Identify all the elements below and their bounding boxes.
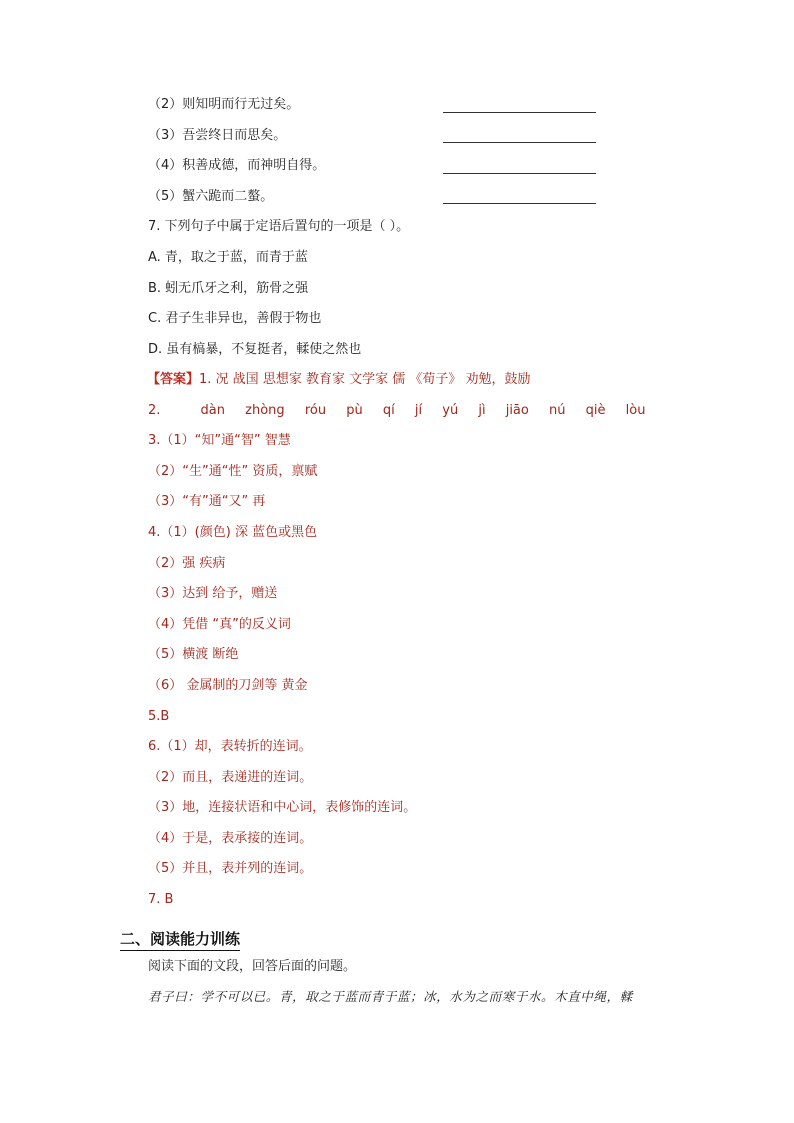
answer-2-pinyin xyxy=(148,402,661,420)
answer-1: 1. 况 战国 思想家 教育家 文学家 儒 《荀子》 劝勉，鼓励 xyxy=(199,372,531,387)
question-7-option-d: D. 虽有槁暴，不复挺者，輮使之然也 xyxy=(148,342,362,357)
pinyin-item: yú xyxy=(442,403,459,418)
answer-4-2: （2）强 疾病 xyxy=(148,556,226,571)
question-7-option-c: C. 君子生非异也，善假于物也 xyxy=(148,311,322,326)
pinyin-item: lòu xyxy=(625,403,646,418)
answer-6-3: （3）地，连接状语和中心词，表修饰的连词。 xyxy=(148,800,417,815)
answer-6-5: （5）并且，表并列的连词。 xyxy=(148,861,313,876)
section-2-title: 二、阅读能力训练 xyxy=(120,928,240,951)
pinyin-item: pù xyxy=(346,403,363,418)
classical-passage: 君子曰：学不可以已。青，取之于蓝而青于蓝；冰，水为之而寒于水。木直中绳，輮 xyxy=(148,989,633,1004)
answer-blank[interactable] xyxy=(443,173,596,174)
answer-4-1: 4.（1）(颜色) 深 蓝色或黑色 xyxy=(148,525,318,540)
answer-1-line xyxy=(147,371,530,389)
question-7-stem: 7. 下列句子中属于定语后置句的一项是（ ）。 xyxy=(148,219,410,234)
answer-6-4: （4）于是，表承接的连词。 xyxy=(148,831,313,846)
pinyin-item: róu xyxy=(304,403,327,418)
question-6-2: （2）则知明而行无过矣。 xyxy=(148,97,300,112)
answer-4-4: （4）凭借 “真”的反义词 xyxy=(148,617,291,632)
answer-blank[interactable] xyxy=(443,112,596,113)
pinyin-item: dàn xyxy=(200,403,226,418)
answer-3-3: （3）“有”通“又” 再 xyxy=(148,494,266,509)
answer-blank[interactable] xyxy=(443,142,596,143)
answer-4-6: （6） 金属制的刀剑等 黄金 xyxy=(148,678,308,693)
question-6-4: （4）积善成德，而神明自得。 xyxy=(148,158,326,173)
pinyin-item: qiè xyxy=(585,403,606,418)
question-7-option-b: B. 蚓无爪牙之利，筋骨之强 xyxy=(148,281,309,296)
answer-6-1: 6.（1）却，表转折的连词。 xyxy=(148,739,312,754)
answer-5: 5.B xyxy=(148,709,170,724)
pinyin-item: qí xyxy=(382,403,395,418)
answer-2-number: 2. xyxy=(148,403,161,418)
pinyin-item: nú xyxy=(549,403,566,418)
pinyin-item: jí xyxy=(414,403,423,418)
section-2-instruction: 阅读下面的文段，回答后面的问题。 xyxy=(148,959,357,974)
question-6-5: （5）蟹六跪而二螯。 xyxy=(148,189,274,204)
pinyin-item: jì xyxy=(478,403,486,418)
question-6-3: （3）吾尝终日而思矣。 xyxy=(148,128,287,143)
answer-tag: 【答案】 xyxy=(147,372,200,387)
answer-4-3: （3）达到 给予，赠送 xyxy=(148,586,278,601)
answer-3-2: （2）“生”通“性” 资质，禀赋 xyxy=(148,464,318,479)
pinyin-item: zhòng xyxy=(245,403,285,418)
answer-7: 7. B xyxy=(148,892,174,907)
pinyin-item: jiāo xyxy=(505,403,529,418)
answer-blank[interactable] xyxy=(443,203,596,204)
answer-3-1: 3.（1）“知”通“智” 智慧 xyxy=(148,433,291,448)
answer-4-5: （5）横渡 断绝 xyxy=(148,647,239,662)
question-7-option-a: A. 青，取之于蓝，而青于蓝 xyxy=(148,250,308,265)
answer-6-2: （2）而且，表递进的连词。 xyxy=(148,770,313,785)
